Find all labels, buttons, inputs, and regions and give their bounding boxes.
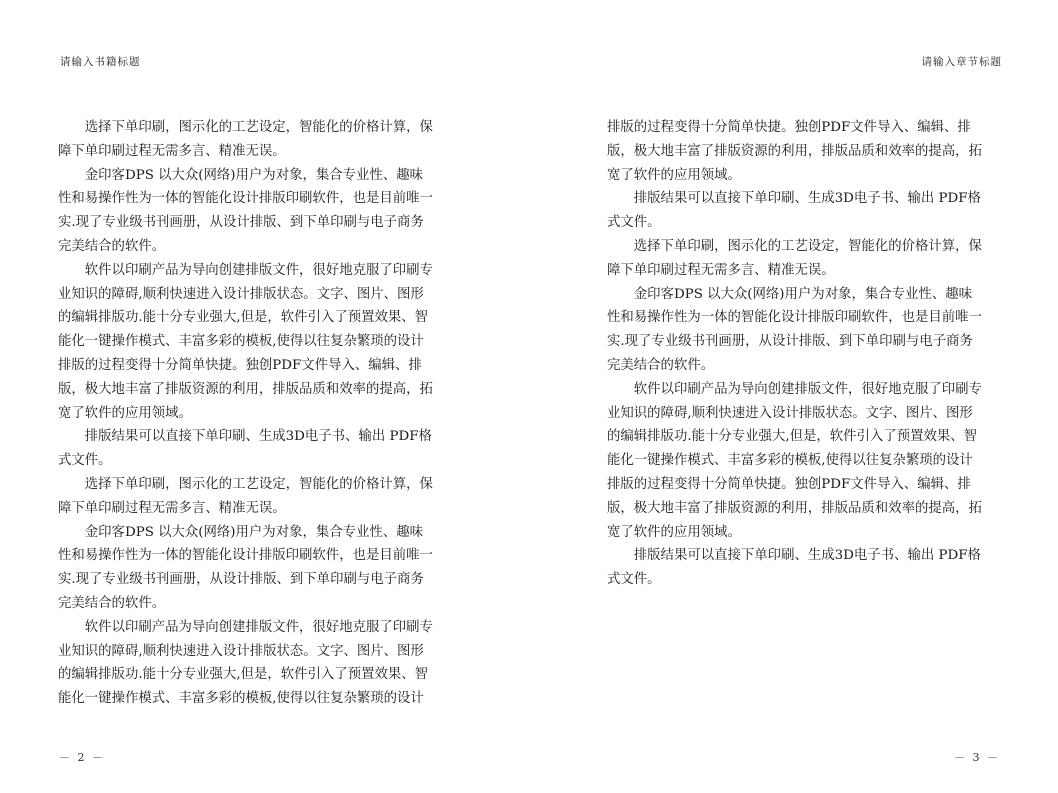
text-line: 选择下单印刷，图示化的工艺设定，智能化的价格计算，保 [58, 120, 433, 135]
text-line: 性和易操作性为一体的智能化设计排版印刷软件，也是目前唯一 [607, 310, 982, 326]
text-line: 软件以印刷产品为导向创建排版文件，很好地克服了印刷专 [58, 619, 433, 635]
text-line: 排版的过程变得十分简单快捷。独创PDF文件导入、编辑、排 [607, 476, 971, 492]
text-line: 实.现了专业级书刊画册，从设计排版、到下单印刷与电子商务 [607, 334, 973, 350]
chapter-title-header[interactable]: 请输入章节标题 [921, 56, 1002, 68]
text-line: 宽了软件的应用领域。 [607, 167, 741, 183]
text-line: 障下单印刷过程无需多言、精准无误。 [58, 143, 286, 159]
page-number: － 2 － [59, 751, 105, 764]
text-line: 业知识的障碍,顺利快速进入设计排版状态。文字、图片、图形 [58, 286, 424, 302]
text-line: 障下单印刷过程无需多言、精准无误。 [58, 500, 286, 516]
text-line: 实.现了专业级书刊画册，从设计排版、到下单印刷与电子商务 [58, 215, 424, 231]
text-line: 实.现了专业级书刊画册，从设计排版、到下单印刷与电子商务 [58, 572, 424, 588]
text-line: 性和易操作性为一体的智能化设计排版印刷软件，也是目前唯一 [58, 548, 433, 564]
text-line: 业知识的障碍,顺利快速进入设计排版状态。文字、图片、图形 [607, 405, 973, 421]
text-line: 排版结果可以直接下单印刷、生成3D电子书、输出 PDF格 [58, 429, 432, 445]
text-line: 式文件。 [607, 215, 661, 231]
left-page-body[interactable] [58, 116, 433, 711]
text-line: 软件以印刷产品为导向创建排版文件，很好地克服了印刷专 [607, 381, 982, 397]
text-line: 排版的过程变得十分简单快捷。独创PDF文件导入、编辑、排 [607, 120, 971, 135]
text-line: 排版的过程变得十分简单快捷。独创PDF文件导入、编辑、排 [58, 357, 422, 373]
right-page-body[interactable] [607, 116, 982, 592]
text-line: 版，极大地丰富了排版资源的利用，排版品质和效率的提高，拓 [607, 143, 982, 159]
text-line: 完美结合的软件。 [58, 595, 166, 611]
text-line: 版，极大地丰富了排版资源的利用，排版品质和效率的提高，拓 [607, 500, 982, 516]
page-number: － 3 － [954, 751, 1000, 764]
text-line: 障下单印刷过程无需多言、精准无误。 [607, 262, 835, 278]
text-line: 的编辑排版功.能十分专业强大,但是，软件引入了预置效果、智 [607, 429, 978, 445]
text-line: 式文件。 [607, 572, 661, 588]
book-title-header[interactable]: 请输入书籍标题 [60, 56, 141, 68]
text-line: 金印客DPS 以大众(网络)用户为对象，集合专业性、趣味 [607, 286, 972, 302]
text-line: 能化一键操作模式、丰富多彩的模板,使得以往复杂繁琐的设计 [58, 334, 424, 350]
text-line: 式文件。 [58, 453, 112, 469]
text-line: 软件以印刷产品为导向创建排版文件，很好地克服了印刷专 [58, 262, 433, 278]
text-line: 业知识的障碍,顺利快速进入设计排版状态。文字、图片、图形 [58, 643, 424, 659]
text-line: 排版结果可以直接下单印刷、生成3D电子书、输出 PDF格 [607, 191, 981, 207]
right-page [529, 0, 1058, 793]
text-line: 排版结果可以直接下单印刷、生成3D电子书、输出 PDF格 [607, 548, 981, 564]
text-line: 完美结合的软件。 [58, 238, 166, 254]
text-line: 选择下单印刷，图示化的工艺设定，智能化的价格计算，保 [58, 476, 433, 492]
text-line: 的编辑排版功.能十分专业强大,但是，软件引入了预置效果、智 [58, 310, 429, 326]
text-line: 宽了软件的应用领域。 [58, 405, 192, 421]
text-line: 能化一键操作模式、丰富多彩的模板,使得以往复杂繁琐的设计 [58, 691, 424, 707]
text-line: 金印客DPS 以大众(网络)用户为对象，集合专业性、趣味 [58, 167, 423, 183]
text-line: 完美结合的软件。 [607, 357, 715, 373]
text-line: 选择下单印刷，图示化的工艺设定，智能化的价格计算，保 [607, 238, 982, 254]
text-line: 能化一键操作模式、丰富多彩的模板,使得以往复杂繁琐的设计 [607, 453, 973, 469]
text-line: 金印客DPS 以大众(网络)用户为对象，集合专业性、趣味 [58, 524, 423, 540]
text-line: 宽了软件的应用领域。 [607, 524, 741, 540]
text-line: 性和易操作性为一体的智能化设计排版印刷软件，也是目前唯一 [58, 191, 433, 207]
text-line: 版，极大地丰富了排版资源的利用，排版品质和效率的提高，拓 [58, 381, 433, 397]
text-line: 的编辑排版功.能十分专业强大,但是，软件引入了预置效果、智 [58, 667, 429, 683]
